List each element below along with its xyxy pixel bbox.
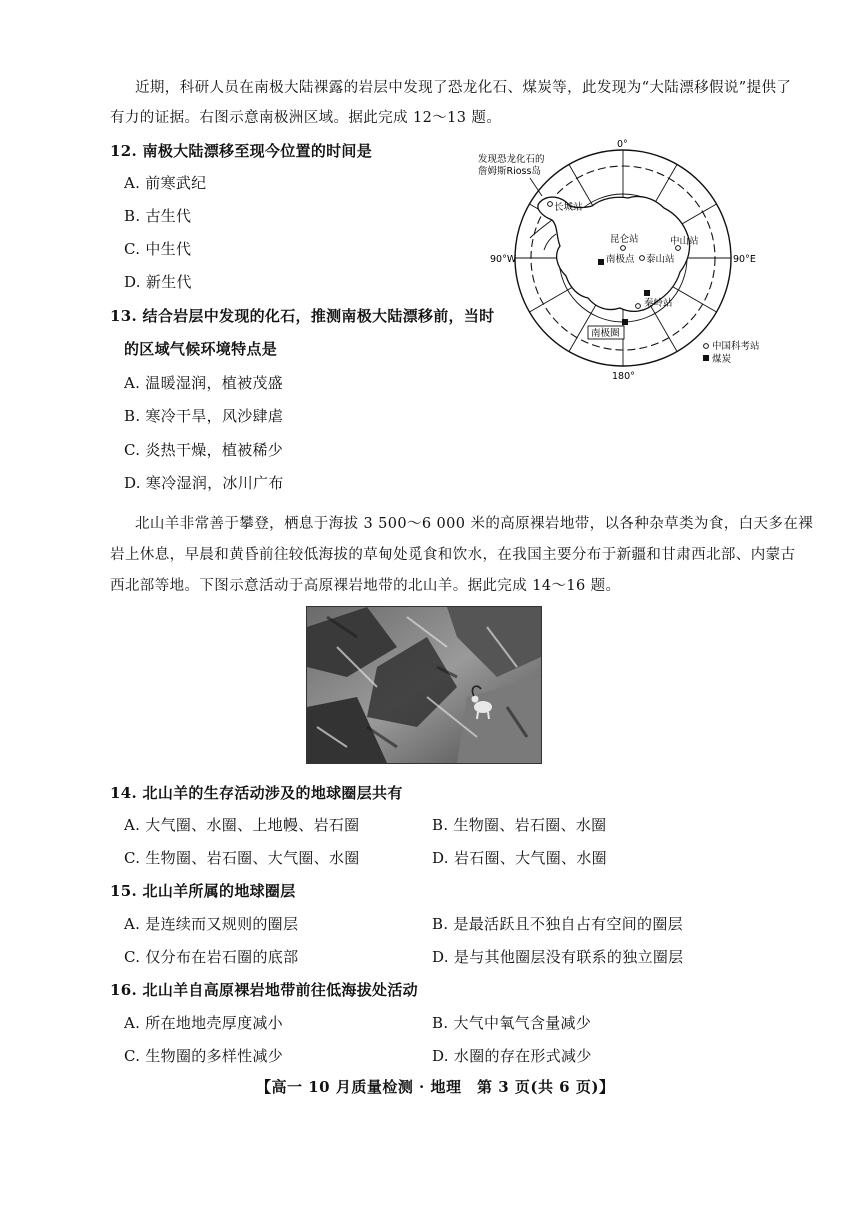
- q13-option-c: C. 炎热干燥，植被稀少: [124, 441, 284, 459]
- passage1-line2: 有力的证据。右图示意南极洲区域。据此完成 12～13 题。: [110, 110, 502, 126]
- coal-marker: [622, 319, 628, 325]
- map-circle-label: 南极圈: [591, 328, 620, 339]
- q16-option-c: C. 生物圈的多样性减少: [124, 1047, 284, 1065]
- changcheng-station-marker: [548, 202, 553, 207]
- map-lon-top: 0°: [617, 139, 628, 150]
- q12-option-d: D. 新生代: [124, 273, 192, 291]
- page-footer: 【高一 10 月质量检测 · 地理 第 3 页(共 6 页)】: [256, 1078, 615, 1096]
- q14-option-a: A. 大气圈、水圈、上地幔、岩石圈: [124, 816, 360, 834]
- q12-option-a: A. 前寒武纪: [124, 174, 207, 192]
- kunlun-station-marker: [621, 246, 626, 251]
- map-fossil-label-2: 詹姆斯Rioss岛: [478, 166, 541, 177]
- passage1-line1: 近期，科研人员在南极大陆裸露的岩层中发现了恐龙化石、煤炭等，此发现为“大陆漂移假说”提供了: [135, 80, 792, 96]
- ibex-photo: [306, 606, 542, 764]
- antarctica-map: [470, 136, 770, 386]
- q13-option-a: A. 温暖湿润，植被茂盛: [124, 374, 283, 392]
- map-fossil-label-1: 发现恐龙化石的: [478, 154, 545, 165]
- q14-option-b: B. 生物圈、岩石圈、水圈: [432, 816, 607, 834]
- q16-option-b: B. 大气中氧气含量减少: [432, 1014, 592, 1032]
- q14-option-c: C. 生物圈、岩石圈、大气圈、水圈: [124, 849, 360, 867]
- q15-option-d: D. 是与其他圈层没有联系的独立圈层: [432, 948, 684, 966]
- qinling-station-marker: [636, 304, 641, 309]
- q14-stem: 14. 北山羊的生存活动涉及的地球圈层共有: [110, 784, 403, 802]
- map-kunlun: 昆仑站: [610, 234, 639, 245]
- q12-option-c: C. 中生代: [124, 240, 192, 258]
- q12-option-b: B. 古生代: [124, 207, 192, 225]
- map-changcheng: 长城站: [554, 202, 583, 213]
- q15-option-b: B. 是最活跃且不独自占有空间的圈层: [432, 915, 683, 933]
- q13-stem-line1: 13. 结合岩层中发现的化石，推测南极大陆漂移前，当时: [110, 307, 495, 325]
- q15-option-a: A. 是连续而又规则的圈层: [124, 915, 299, 933]
- map-taishan: 泰山站: [646, 254, 675, 265]
- q16-option-a: A. 所在地地壳厚度减小: [124, 1014, 283, 1032]
- q14-option-d: D. 岩石圈、大气圈、水圈: [432, 849, 607, 867]
- q15-option-c: C. 仅分布在岩石圈的底部: [124, 948, 299, 966]
- taishan-station-marker: [640, 256, 645, 261]
- map-zhongshan: 中山站: [670, 236, 699, 247]
- passage2-line1: 北山羊非常善于攀登，栖息于海拔 3 500～6 000 米的高原裸岩地带，以各种杂草类为食，白天多在裸: [135, 516, 814, 532]
- q13-option-d: D. 寒冷湿润，冰川广布: [124, 474, 284, 492]
- q16-stem: 16. 北山羊自高原裸岩地带前往低海拔处活动: [110, 981, 418, 999]
- map-lon-bottom: 180°: [612, 371, 635, 382]
- coal-marker: [644, 290, 650, 296]
- map-qinling: 秦岭站: [644, 298, 673, 309]
- q13-option-b: B. 寒冷干旱，风沙肆虐: [124, 407, 284, 425]
- map-nanji: 南极点: [606, 254, 635, 265]
- q15-stem: 15. 北山羊所属的地球圈层: [110, 882, 296, 900]
- legend-coal: 煤炭: [712, 354, 732, 365]
- map-lon-right: 90°E: [733, 254, 756, 265]
- passage2-line3: 西北部等地。下图示意活动于高原裸岩地带的北山羊。据此完成 14～16 题。: [110, 578, 621, 594]
- coal-marker: [598, 259, 604, 265]
- passage2-line2: 岩上休息，早晨和黄昏前往较低海拔的草甸处觅食和饮水，在我国主要分布于新疆和甘肃西北部、内蒙古: [110, 547, 796, 563]
- legend-station: 中国科考站: [712, 341, 760, 352]
- map-lon-left: 90°W: [490, 254, 517, 265]
- q12-stem: 12. 南极大陆漂移至现今位置的时间是: [110, 142, 373, 160]
- q13-stem-line2: 的区域气候环境特点是: [124, 340, 278, 358]
- q16-option-d: D. 水圈的存在形式减少: [432, 1047, 592, 1065]
